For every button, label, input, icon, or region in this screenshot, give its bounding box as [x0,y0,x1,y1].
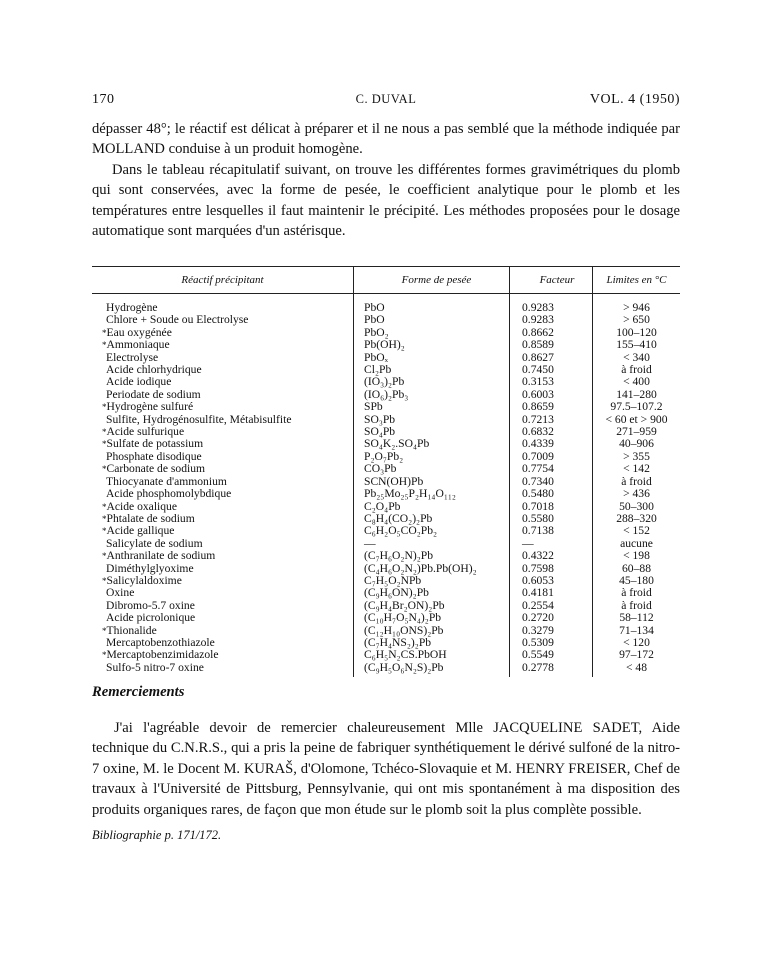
reactif-text: Acide sulfurique [106,425,185,439]
cell-forme: PbO [354,302,510,314]
volume-label: VOL. 4 (1950) [589,92,680,107]
cell-forme: SPb [354,401,510,413]
cell-limites: 97–172 [619,648,654,662]
cell-forme: PbO [354,314,510,326]
reactif-text: Thionalide [106,623,157,637]
reactif-text: Periodate de sodium [106,387,201,401]
cell-facteur: 0.8659 [510,401,593,413]
cell-facteur: 0.7754 [510,463,593,475]
cell-facteur: 0.7450 [510,364,593,376]
table-row [92,339,680,351]
cell-forme: SO₄Pb [354,426,510,438]
cell-limites: < 400 [623,375,650,389]
cell-facteur: 0.5480 [510,488,593,500]
cell-facteur: 0.6832 [510,426,593,438]
cell-limites: 50–300 [619,499,654,513]
cell-facteur: 0.9283 [510,314,593,326]
cell-forme: Cl₂Pb [354,364,510,376]
cell-limites: 45–180 [619,573,654,587]
cell-facteur: 0.7138 [510,525,593,537]
reactif-text: Hydrogène [106,301,158,314]
cell-facteur: — [510,538,593,550]
reactif-text: Phosphate disodique [106,449,202,463]
cell-facteur: 0.8627 [510,352,593,364]
cell-facteur: 0.2778 [510,662,593,677]
cell-limites: < 340 [623,350,650,364]
reactif-text: Acide oxalique [106,499,178,513]
reactif-text: Acide phosphomolybdique [106,487,232,501]
cell-limites: < 152 [623,524,650,538]
asterisk-marker: * [102,526,107,537]
cell-limites: 71–134 [619,623,654,637]
cell-limites: < 142 [623,462,650,476]
cell-facteur: 0.8589 [510,339,593,351]
cell-limites: 40–906 [619,437,654,451]
cell-forme: SO₄K₂.SO₄Pb [354,438,510,450]
cell-facteur: 0.4339 [510,438,593,450]
reactif-text: Thiocyanate d'ammonium [106,474,227,488]
table-row [92,612,680,624]
cell-limites: 97.5–107.2 [610,400,663,414]
section-title-remerciements: Remerciements [92,684,185,700]
reactif-text: Oxine [106,586,135,600]
reactif-text: Hydrogène sulfuré [106,400,194,414]
reactif-text: Electrolyse [106,350,159,364]
cell-limites: à froid [621,598,652,612]
cell-forme: (C₉H₆ON)₂Pb [354,587,510,599]
cell-facteur: 0.9283 [510,302,593,314]
cell-facteur: 0.4322 [510,550,593,562]
cell-forme: (C₇H₆O₂N)₂Pb [354,550,510,562]
cell-reactif [92,662,354,677]
asterisk-marker: * [102,650,107,661]
reactif-text: Carbonate de sodium [106,462,206,476]
cell-forme: (C₄H₆O₂N₂)Pb.Pb(OH)₂ [354,563,510,575]
asterisk-marker: * [102,427,107,438]
asterisk-marker: * [102,402,107,413]
asterisk-marker: * [102,575,107,586]
cell-limites: à froid [621,363,652,377]
cell-limites: 100–120 [616,325,657,339]
asterisk-marker: * [102,513,107,524]
table-row [92,662,680,677]
reactif-text: Diméthylglyoxime [106,561,194,575]
reactif-text: Anthranilate de sodium [106,549,216,563]
cell-limites: < 60 et > 900 [605,412,668,426]
cell-forme: (IO₃)₂Pb [354,376,510,388]
cell-limites: 288–320 [616,511,657,525]
cell-limites: 141–280 [616,387,657,401]
cell-forme: PbO₂ [354,327,510,339]
reactif-text: Eau oxygénée [106,325,172,339]
asterisk-marker: * [102,625,107,636]
reactif-text: Chlore + Soude ou Electrolyse [106,313,249,327]
cell-forme: CO₃Pb [354,463,510,475]
reactif-text: Acide iodique [106,375,172,389]
cell-forme: (C₁₀H₇O₅N₄)₂Pb [354,612,510,624]
running-header [92,92,680,114]
reactif-text: Sulfate de potassium [106,437,204,451]
cell-facteur: 0.2554 [510,600,593,612]
cell-facteur: 0.3279 [510,625,593,637]
cell-limites: < 48 [625,660,648,674]
header-forme: Forme de pesée [354,267,510,294]
cell-limites: < 120 [623,635,650,649]
cell-facteur: 0.7018 [510,501,593,513]
cell-facteur: 0.3153 [510,376,593,388]
header-facteur: Facteur [510,267,593,294]
cell-forme: C₈H₄(CO₂)₂Pb [354,513,510,525]
cell-facteur: 0.5309 [510,637,593,649]
table-row [92,314,680,326]
cell-forme: (C₉H₅O₆N₂S)₂Pb [354,662,510,677]
reactif-text: Phtalate de sodium [106,511,195,525]
cell-forme: Pb(OH)₂ [354,339,510,351]
reactif-text: Acide chlorhydrique [106,363,202,377]
header-limites: Limites en °C [593,267,681,294]
page-number: 170 [92,92,115,107]
reactif-text: Dibromo-5.7 oxine [106,598,195,612]
cell-facteur: 0.6003 [510,389,593,401]
running-author: C. DUVAL [355,92,417,106]
cell-facteur: 0.4181 [510,587,593,599]
gravimetric-forms-table [92,266,680,677]
cell-facteur: 0.7340 [510,476,593,488]
reactif-text: Salicylaldoxime [106,573,182,587]
cell-facteur: 0.7598 [510,563,593,575]
cell-limites: 60–88 [622,561,651,575]
header-reactif: Réactif précipitant [92,267,354,294]
cell-facteur: 0.8662 [510,327,593,339]
cell-facteur: 0.6053 [510,575,593,587]
table-header-row [92,267,680,294]
cell-limites: > 946 [623,301,650,314]
cell-forme: SCN(OH)Pb [354,476,510,488]
cell-facteur: 0.7213 [510,414,593,426]
bibliography-reference: Bibliographie p. 171/172. [92,828,222,842]
cell-limites: 155–410 [616,338,657,352]
reactif-text: Mercaptobenzothiazole [106,635,215,649]
reactif-text: Sulfite, Hydrogénosulfite, Métabisulfite [106,412,292,426]
asterisk-marker: * [102,327,107,338]
cell-forme: C₇H₅O₂NPb [354,575,510,587]
cell-forme: C₆H₅N₂CS.PbOH [354,649,510,661]
reactif-text: Acide picrolonique [106,611,196,625]
asterisk-marker: * [102,501,107,512]
cell-limites: à froid [621,586,652,600]
cell-forme: Pb₂₅Mo₂₅P₂H₁₄O₁₁₂ [354,488,510,500]
cell-forme: P₂O₇Pb₂ [354,451,510,463]
reactif-text: Salicylate de sodium [106,536,203,550]
cell-forme: (C₇H₄NS₂)₂Pb [354,637,510,649]
cell-limites: 271–959 [616,425,657,439]
paragraph-2: Dans le tableau récapitulatif suivant, on trouve les différentes formes gravimétriques du plomb qui sont conservées, avec la forme de pesée, le coefficient analytique pour le plomb et les températures entre lesquelles il faut maintenir le précipité. Les méthodes proposées pour le dosage automatique sont marquées d'un astérisque. [92,162,680,240]
cell-facteur: 0.5580 [510,513,593,525]
cell-forme: (C₉H₄Br₂ON)₂Pb [354,600,510,612]
asterisk-marker: * [102,340,107,351]
cell-limites: aucune [620,536,653,550]
asterisk-marker: * [102,464,107,475]
cell-facteur: 0.7009 [510,451,593,463]
cell-facteur: 0.2720 [510,612,593,624]
cell-limites: > 650 [623,313,650,327]
cell-forme: C₂O₄Pb [354,501,510,513]
reactif-text: Mercaptobenzimidazole [106,648,219,662]
cell-forme: (C₁₂H₁₀ONS)₂Pb [354,625,510,637]
cell-forme: PbOₓ [354,352,510,364]
asterisk-marker: * [102,439,107,450]
reactif-text: Ammoniaque [106,338,170,352]
asterisk-marker: * [102,551,107,562]
cell-facteur: 0.5549 [510,649,593,661]
cell-limites: 58–112 [619,611,654,625]
cell-forme: C₆H₂O₅CO₂Pb₂ [354,525,510,537]
cell-forme: — [354,538,510,550]
table-body [92,294,680,678]
cell-limites: à froid [621,474,652,488]
reactif-text: Acide gallique [106,524,175,538]
cell-forme: SO₃Pb [354,414,510,426]
paragraph-3: J'ai l'agréable devoir de remercier chaleureusement Mlle JACQUELINE SADET, Aide technique du C.N.R.S., qui a pris la peine de fabriquer synthétiquement le dérivé sulfoné de la nitro-7 oxine, M. le Docent M. KURAŠ, d'Olomone, Tchéco-Slovaquie et M. HENRY FREISER, Chef de travaux à l'Université de Pittsburg, Pennsylvanie, qui ont mis spontanément à ma disposition des produits organiques rares, de façon que mon étude sur le plomb soit la plus complète possible. [92,720,680,818]
cell-limites: > 436 [623,487,650,501]
cell-limites: > 355 [623,449,650,463]
table-row [92,488,680,500]
paragraph-1: dépasser 48°; le réactif est délicat à préparer et il ne nous a pas semblé que la méthode indiquée par MOLLAND conduise à un produit homogène. [92,121,680,158]
cell-limites: < 198 [623,549,650,563]
reactif-text: Sulfo-5 nitro-7 oxine [106,660,204,674]
cell-forme: (IO₆)₂Pb₃ [354,389,510,401]
